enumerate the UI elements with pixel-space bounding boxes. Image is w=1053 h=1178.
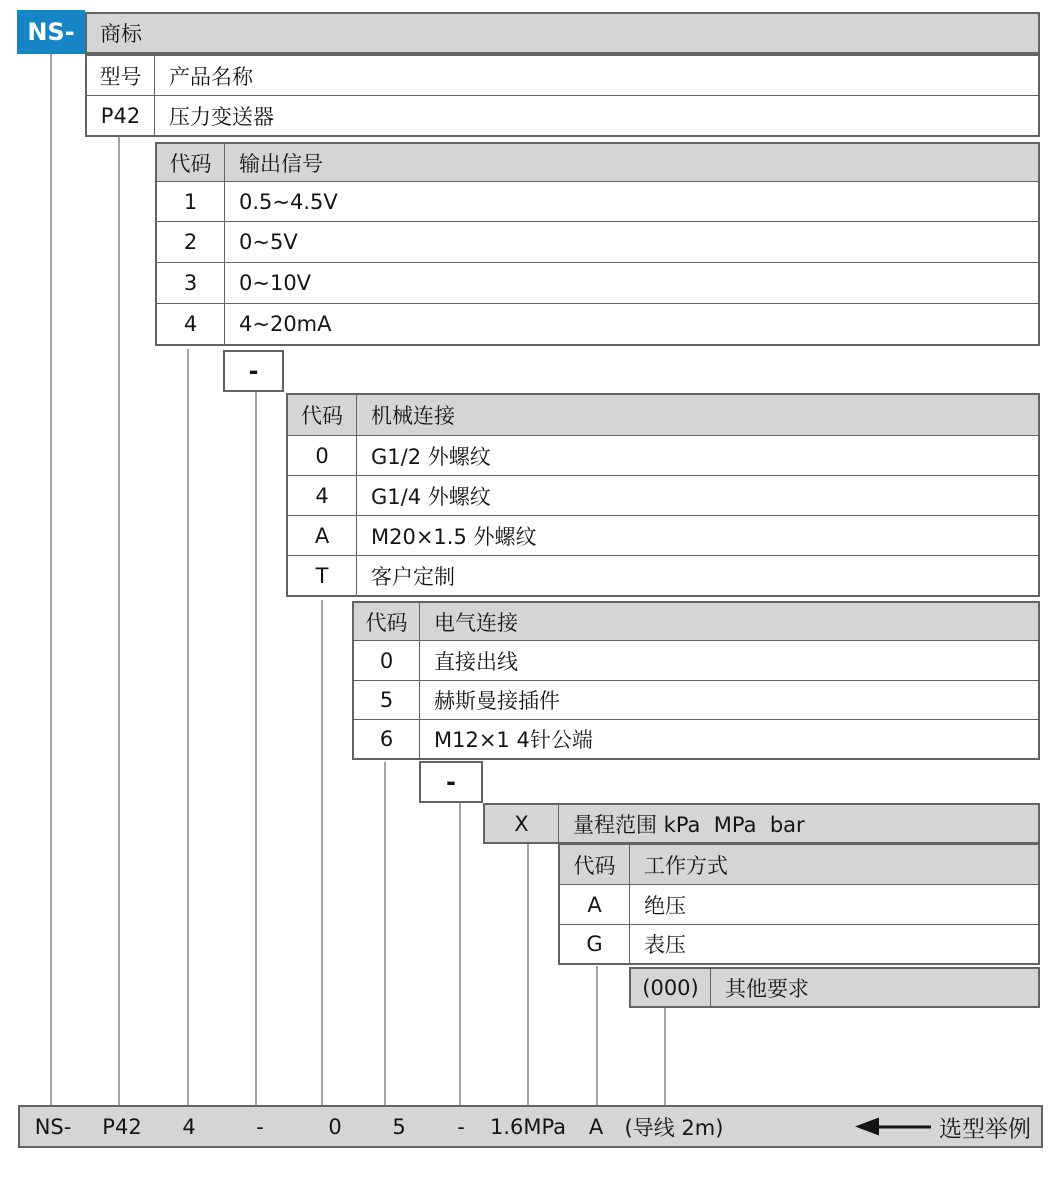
trademark-label: 商标: [100, 22, 142, 46]
mechanical-code: 0: [288, 436, 357, 475]
example-brand: NS-: [34, 1114, 72, 1139]
separator-glyph: -: [248, 357, 259, 385]
brand-prefix-badge: [17, 10, 85, 54]
mechanical-row: [288, 515, 1038, 555]
electrical-label: 直接出线: [434, 649, 518, 674]
mechanical-label: M20×1.5 外螺纹: [371, 524, 537, 549]
output-signal-row: [157, 262, 1038, 303]
example-bar: [18, 1105, 1043, 1148]
range-label-cell: 量程范围 kPa MPa bar: [573, 812, 805, 837]
mechanical-row: [288, 555, 1038, 595]
example-output: 4: [182, 1114, 196, 1139]
separator-glyph: -: [446, 768, 456, 796]
other-label-cell: 其他要求: [725, 976, 809, 1001]
output-signal-row: [157, 221, 1038, 262]
connector-line: [50, 53, 52, 1106]
brand-prefix-label: NS-: [27, 18, 75, 46]
mechanical-connection-table: [286, 393, 1040, 597]
code-col-header: 代码: [157, 144, 225, 181]
electrical-row: [354, 640, 1038, 680]
mode-row: [560, 884, 1038, 924]
electrical-code: 5: [354, 681, 420, 719]
example-separator1: -: [256, 1114, 264, 1139]
mechanical-code: 4: [288, 476, 357, 515]
code-col-header: 代码: [560, 845, 630, 884]
output-signal-label: 0~10V: [239, 271, 312, 295]
example-separator2: -: [457, 1114, 465, 1139]
mechanical-row: [288, 475, 1038, 515]
mode-code: G: [560, 925, 630, 963]
electrical-connection-table: [352, 601, 1040, 760]
example-caption: 选型举例: [939, 1116, 1031, 1142]
mode-label: 绝压: [644, 893, 686, 918]
mechanical-label: G1/4 外螺纹: [371, 484, 491, 509]
other-code-cell: (000): [631, 969, 711, 1006]
electrical-col-header: 电气连接: [434, 610, 518, 635]
connector-line: [118, 137, 120, 1106]
trademark-header-cell: [85, 12, 1040, 54]
mechanical-col-header: 机械连接: [371, 404, 455, 428]
connector-line: [527, 843, 529, 1106]
output-signal-code: 4: [157, 304, 225, 344]
range-code-cell: X: [485, 805, 559, 842]
example-model: P42: [102, 1114, 142, 1139]
example-note: (导线 2m): [624, 1115, 724, 1140]
product-name-col-header: 产品名称: [169, 64, 253, 89]
model-code: P42: [87, 96, 155, 135]
output-signal-row: [157, 303, 1038, 344]
output-signal-label: 0~5V: [239, 230, 298, 254]
example-caption-group: [855, 1110, 1031, 1143]
electrical-code: 6: [354, 720, 420, 758]
connector-line: [384, 762, 386, 1106]
mode-col-header: 工作方式: [644, 853, 728, 878]
output-signal-code: 2: [157, 222, 225, 262]
separator-cell-1: [223, 350, 284, 392]
connector-line: [321, 600, 323, 1106]
left-arrow-icon: [855, 1118, 931, 1136]
output-signal-code: 1: [157, 182, 225, 221]
electrical-row: [354, 719, 1038, 758]
electrical-label: 赫斯曼接插件: [434, 689, 560, 713]
model-col-header: 型号: [87, 56, 155, 95]
output-signal-label: 4~20mA: [239, 312, 332, 336]
electrical-label: M12×1 4针公端: [434, 728, 593, 752]
electrical-code: 0: [354, 641, 420, 680]
electrical-row: [354, 680, 1038, 719]
connector-line: [187, 349, 189, 1106]
connector-line: [664, 1007, 666, 1106]
range-row: [483, 803, 1040, 844]
example-range: 1.6MPa: [489, 1114, 567, 1139]
example-electrical: 5: [392, 1114, 406, 1139]
mode-row: [560, 924, 1038, 963]
output-signal-label: 0.5~4.5V: [239, 189, 338, 214]
example-mechanical: 0: [328, 1114, 342, 1139]
connector-line: [596, 966, 598, 1106]
product-name-value: 压力变送器: [169, 104, 274, 129]
separator-cell-2: [419, 761, 483, 803]
output-signal-code: 3: [157, 263, 225, 303]
mechanical-label: 客户定制: [371, 564, 455, 589]
model-table: [85, 54, 1040, 137]
mechanical-code: T: [288, 556, 357, 595]
connector-line: [459, 802, 461, 1106]
code-col-header: 代码: [354, 603, 420, 640]
output-signal-col-header: 输出信号: [239, 151, 323, 176]
mode-code: A: [560, 885, 630, 924]
mechanical-label: G1/2 外螺纹: [371, 444, 491, 469]
mechanical-code: A: [288, 516, 357, 555]
example-mode: A: [588, 1114, 604, 1139]
working-mode-table: [558, 843, 1040, 965]
connector-line: [255, 391, 257, 1106]
code-col-header: 代码: [288, 395, 357, 435]
mechanical-row: [288, 435, 1038, 475]
other-requirements-row: [629, 967, 1040, 1008]
output-signal-row: [157, 181, 1038, 221]
output-signal-table: [155, 142, 1040, 346]
mode-label: 表压: [644, 933, 686, 957]
